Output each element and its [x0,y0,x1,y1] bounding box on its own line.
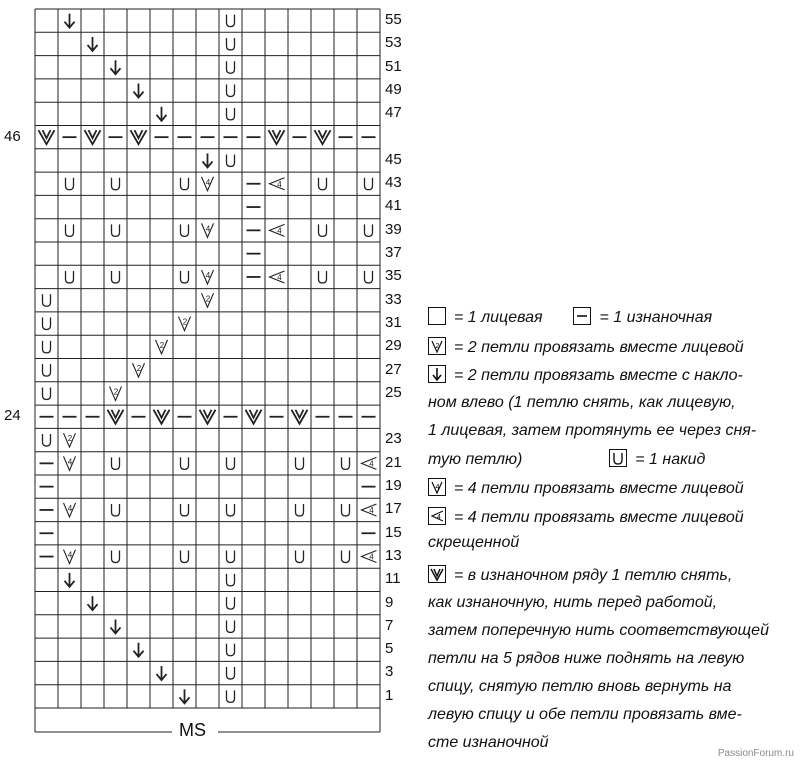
svg-text:4: 4 [205,224,211,234]
svg-text:2: 2 [113,387,119,397]
k4tog-cell-icon [202,223,214,237]
yo-cell-icon [227,504,235,516]
svg-text:4: 4 [437,514,441,521]
row-number-right: 39 [385,220,402,238]
svg-text:2: 2 [435,343,440,350]
row-number-right: 23 [385,430,402,448]
yo-cell-icon [66,271,74,283]
ssk-cell-icon [134,84,144,98]
yo-cell-icon [66,178,74,190]
svg-text:4: 4 [369,505,374,515]
yo-cell-icon [181,551,189,563]
yo-cell-icon [319,224,327,236]
yo-cell-icon [66,224,74,236]
row-number-right: 33 [385,290,402,308]
yo-cell-icon [227,85,235,97]
legend-ssk-text-2: ном влево (1 петлю снять, как лицевую, [428,394,736,411]
row-number-left: 24 [4,407,21,425]
legend-k4tog-tbl [428,507,744,528]
k4tog-cell-icon [64,550,76,564]
legend-k4tog-tbl-text-1: = 4 петли провязать вместе лицевой [454,509,744,526]
ssk-cell-icon [157,107,167,121]
yo-cell-icon [227,61,235,73]
ssk-cell-icon [134,643,144,657]
legend-special-text-6: левую спицу и обе петли провязать вме- [428,706,742,723]
row-number-right: 11 [385,570,401,588]
yo-cell-icon [342,504,350,516]
yo-cell-icon [342,551,350,563]
row-number-right: 1 [385,686,394,704]
yo-cell-icon [227,457,235,469]
k2tog-cell-icon [202,293,214,307]
k4tog-cell-icon [202,270,214,284]
yo-cell-icon [181,457,189,469]
row-number-right: 19 [385,477,402,494]
svg-text:4: 4 [67,457,73,467]
svg-text:4: 4 [369,552,374,562]
slip-lift-cell-icon [200,410,216,424]
knit-symbol-icon [428,307,446,325]
ssk-cell-icon [65,14,75,28]
yo-cell-icon [296,504,304,516]
slip-lift-cell-icon [39,130,55,144]
k4tog-tbl-cell-icon [270,178,285,190]
yo-cell-icon [227,667,235,679]
slip-lift-cell-icon [315,130,331,144]
legend-k4tog-text: = 4 петли провязать вместе лицевой [454,480,744,497]
row-number-right: 21 [385,453,402,471]
yo-cell-icon [112,551,120,563]
svg-text:4: 4 [435,484,440,491]
yo-cell-icon [365,271,373,283]
yo-cell-icon [365,224,373,236]
legend-k2tog [428,337,744,358]
yo-cell-icon [227,690,235,702]
yo-cell-icon [181,504,189,516]
legend-knit [428,307,712,328]
k4tog-cell-icon [202,177,214,191]
svg-text:2: 2 [136,364,142,374]
row-number-right: 45 [385,150,402,168]
yo-cell-icon [43,318,51,330]
yo-cell-icon [112,178,120,190]
yo-cell-icon [227,38,235,50]
svg-text:2: 2 [205,294,211,304]
slip-lift-cell-icon [131,130,147,144]
yo-cell-icon [181,271,189,283]
svg-text:4: 4 [277,179,282,189]
slip-lift-cell-icon [154,410,170,424]
yo-cell-icon [365,178,373,190]
k2tog-symbol-icon [428,337,446,355]
k2tog-cell-icon [156,340,168,354]
row-number-right: 55 [385,11,402,28]
legend-knit-text: = 1 лицевая [454,309,543,326]
purl-symbol-icon [573,307,591,325]
ssk-cell-icon [157,666,167,680]
legend-ssk-line4 [428,449,705,470]
row-number-right: 27 [385,360,402,378]
slip-lift-cell-icon [246,410,262,424]
k4tog-tbl-cell-icon [270,271,285,283]
yo-cell-icon [43,341,51,353]
yo-cell-icon [227,597,235,609]
row-number-right: 13 [385,546,402,564]
ssk-cell-icon [88,596,98,610]
yo-cell-icon [112,224,120,236]
legend-k4tog [428,478,744,499]
row-number-right: 47 [385,104,402,122]
yo-cell-icon [227,154,235,166]
ssk-cell-icon [180,689,190,703]
yo-cell-icon [342,457,350,469]
row-number-right: 29 [385,337,402,355]
svg-text:4: 4 [369,459,374,469]
row-number-right: 35 [385,267,402,285]
row-number-right: 5 [385,640,394,658]
ssk-cell-icon [111,619,121,633]
k2tog-cell-icon [110,386,122,400]
yo-cell-icon [227,15,235,27]
k2tog-cell-icon [133,363,145,377]
yo-cell-icon [227,551,235,563]
yo-cell-icon [112,504,120,516]
legend-purl-text: = 1 изнаночная [599,309,713,326]
svg-text:4: 4 [205,177,211,187]
legend-ssk-text-1: = 2 петли провязать вместе с накло- [454,367,743,384]
legend-special-text-4: петли на 5 рядов ниже поднять на левую [428,650,745,667]
k4tog-cell-icon [64,456,76,470]
row-number-right: 15 [385,523,402,541]
legend-ssk [428,365,743,386]
legend-special-text-2: как изнаночную, нить перед работой, [428,594,718,611]
ssk-symbol-icon [428,365,446,383]
repeat-label: MS [179,720,206,740]
k4tog-symbol-icon [428,478,446,496]
svg-text:2: 2 [67,434,73,444]
legend-yo-text: = 1 накид [635,451,706,468]
yo-cell-icon [43,434,51,446]
yo-cell-icon [181,224,189,236]
legend-special-text-5: спицу, снятую петлю вновь вернуть на [428,678,732,695]
yo-cell-icon [296,551,304,563]
k4tog-tbl-cell-icon [362,504,377,516]
svg-text:2: 2 [182,317,188,327]
yo-symbol-icon [609,449,627,467]
k4tog-tbl-symbol-icon [428,507,446,525]
row-number-right: 9 [385,593,394,611]
k4tog-cell-icon [64,503,76,517]
ssk-cell-icon [203,153,213,167]
row-number-right: 43 [385,174,402,192]
row-number-right: 41 [385,197,402,215]
yo-cell-icon [227,574,235,586]
svg-text:4: 4 [67,550,73,560]
svg-text:4: 4 [67,503,73,513]
slip-lift-cell-icon [292,410,308,424]
k4tog-tbl-cell-icon [362,551,377,563]
svg-text:4: 4 [277,226,282,236]
yo-cell-icon [227,108,235,120]
svg-text:4: 4 [277,272,282,282]
legend-special [428,565,732,586]
legend-special-text-3: затем поперечную нить соответствующей [428,622,769,639]
slip-lift-symbol-icon [428,565,446,583]
legend-ssk-text-3: 1 лицевая, затем протянуть ее через сня- [428,422,757,439]
legend-special-text-1: = в изнаночном ряду 1 петлю снять, [454,567,733,584]
yo-cell-icon [112,271,120,283]
watermark: PassionForum.ru [717,748,794,759]
legend-k2tog-text: = 2 петли провязать вместе лицевой [454,339,744,356]
row-number-right: 25 [385,383,402,401]
ssk-cell-icon [65,573,75,587]
slip-lift-cell-icon [108,410,124,424]
legend-special-text-7: сте изнаночной [428,734,549,751]
yo-cell-icon [43,294,51,306]
svg-text:2: 2 [159,340,165,350]
row-number-right: 53 [385,34,402,52]
yo-cell-icon [181,178,189,190]
k2tog-cell-icon [179,317,191,331]
slip-lift-cell-icon [85,130,101,144]
yo-cell-icon [43,364,51,376]
legend-k4tog-tbl-text-2: скрещенной [428,534,520,551]
yo-cell-icon [227,644,235,656]
row-number-right: 31 [385,313,402,331]
yo-cell-icon [296,457,304,469]
slip-lift-cell-icon [269,130,285,144]
k4tog-tbl-cell-icon [362,457,377,469]
yo-cell-icon [319,271,327,283]
row-number-right: 7 [385,616,394,634]
row-number-right: 3 [385,663,394,681]
ssk-cell-icon [88,37,98,51]
k4tog-tbl-cell-icon [270,224,285,236]
row-number-right: 49 [385,80,402,98]
yo-cell-icon [112,457,120,469]
svg-text:4: 4 [205,270,211,280]
k2tog-cell-icon [64,433,76,447]
row-number-right: 51 [385,57,402,75]
yo-cell-icon [43,387,51,399]
row-number-right: 17 [385,500,402,518]
row-number-left: 46 [4,127,21,145]
row-number-right: 37 [385,244,402,261]
legend-ssk-text-4: тую петлю) [428,451,523,468]
yo-cell-icon [227,620,235,632]
yo-cell-icon [319,178,327,190]
ssk-cell-icon [111,60,121,74]
